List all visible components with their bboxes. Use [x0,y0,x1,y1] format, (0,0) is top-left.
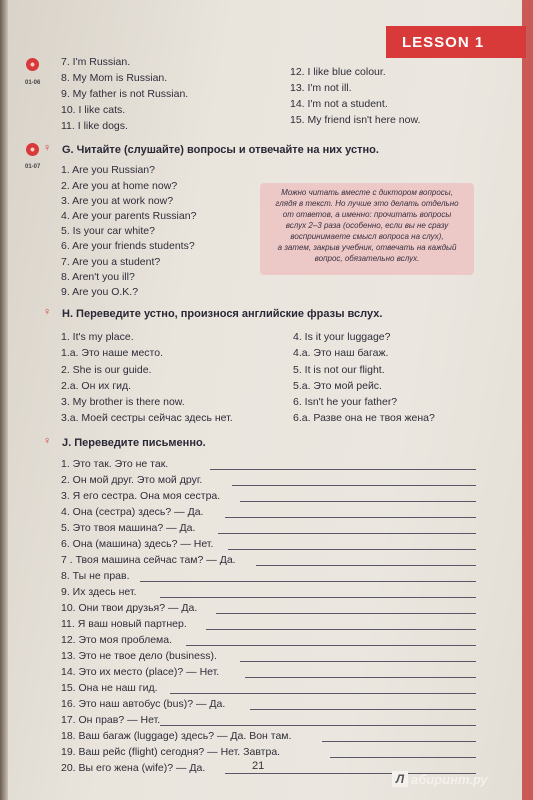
watermark [392,768,522,790]
answer-line[interactable] [160,725,476,726]
list-item: 18. Ваш багаж (luggage) здесь? — Да. Вон там. [61,730,292,742]
list-item: 5. Is your car white? [61,225,155,237]
list-item: 3. My brother is there now. [61,396,185,408]
listen-icon: ♀ [43,142,52,154]
answer-line[interactable] [245,677,476,678]
list-item: 2.a. Он их гид. [61,380,132,392]
list-item: 5. It is not our flight. [293,364,385,376]
cd-icon [26,58,39,71]
list-item: 2. Он мой друг. Это мой друг. [61,474,203,486]
list-item: 19. Ваш рейс (flight) сегодня? — Нет. Завтра. [61,746,281,758]
list-item: 4. Are your parents Russian? [61,210,197,222]
list-item: 11. I like dogs. [61,120,128,132]
list-item: 3.a. Моей сестры сейчас здесь нет. [61,412,233,424]
list-item: 8. Aren't you ill? [61,271,135,283]
list-item: 13. I'm not ill. [290,82,352,94]
list-item: 9. Их здесь нет. [61,586,137,598]
list-item: 15. Она не наш гид. [61,682,158,694]
list-item: 3. Are you at work now? [61,195,174,207]
answer-line[interactable] [240,661,476,662]
answer-line[interactable] [256,565,476,566]
list-item: 2. Are you at home now? [61,180,178,192]
list-item: 1. It's my place. [61,331,134,343]
tip-note-box [260,183,474,275]
answer-line[interactable] [210,469,476,470]
answer-line[interactable] [250,709,476,710]
cd-icon [26,143,39,156]
list-item: 2. She is our guide. [61,364,152,376]
list-item: 5.a. Это мой рейс. [293,380,382,392]
list-item: 12. I like blue colour. [290,66,386,78]
list-item: 1. Are you Russian? [61,164,155,176]
note-line: воспринимаете смысл вопроса на слух), [290,232,444,241]
list-item: 8. My Mom is Russian. [61,72,168,84]
answer-line[interactable] [322,741,476,742]
list-item: 5. Это твоя машина? — Да. [61,522,196,534]
list-item: 15. My friend isn't here now. [290,114,421,126]
watermark-logo: Л [392,771,408,787]
list-item: 9. My father is not Russian. [61,88,189,100]
list-item: 12. Это моя проблема. [61,634,173,646]
exercise-j-title: J. Переведите письменно. [62,437,206,449]
note-line: вопрос, обязательно вслух. [314,254,420,263]
lesson-tab: LESSON 1 [386,26,526,58]
note-line: от ответов, а именно: прочитать вопросы [282,210,452,219]
track-code: 01-06 [25,80,41,86]
list-item: 20. Вы его жена (wife)? — Да. [61,762,206,774]
list-item: 10. Они твои друзья? — Да. [61,602,198,614]
note-line: а затем, закрыв учебник, отвечать на каждый [277,243,457,252]
list-item: 4. Is it your luggage? [293,331,391,343]
list-item: 3. Я его сестра. Она моя сестра. [61,490,221,502]
answer-line[interactable] [186,645,476,646]
list-item: 7. I'm Russian. [61,56,131,68]
list-item: 1. Это так. Это не так. [61,458,169,470]
answer-line[interactable] [330,757,476,758]
list-item: 1.a. Это наше место. [61,347,164,359]
list-item: 7 . Твоя машина сейчас там? — Да. [61,554,236,566]
answer-line[interactable] [206,629,476,630]
answer-line[interactable] [140,581,476,582]
answer-line[interactable] [228,549,476,550]
list-item: 16. Это наш автобус (bus)? — Да. [61,698,226,710]
answer-line[interactable] [225,517,476,518]
exercise-g-title: G. Читайте (слушайте) вопросы и отвечайте на них устно. [62,144,379,156]
note-line: Можно читать вместе с диктором вопросы, [281,188,453,197]
list-item: 13. Это не твое дело (business). [61,650,217,662]
list-item: 8. Ты не прав. [61,570,130,582]
answer-line[interactable] [160,597,476,598]
answer-line[interactable] [232,485,476,486]
note-line: глядя в текст. Но лучше это делать отдельно [275,199,459,208]
list-item: 10. I like cats. [61,104,126,116]
list-item: 6. Are your friends students? [61,240,195,252]
note-line: вслух 2–3 раза (особенно, если вы не сразу [285,221,449,230]
page-edge-bar [522,0,533,800]
listen-icon: ♀ [43,435,52,447]
list-item: 11. Я ваш новый партнер. [61,618,187,630]
page-number: 21 [252,760,265,772]
book-spine-shadow [0,0,8,800]
list-item: 14. Это их место (place)? — Нет. [61,666,220,678]
list-item: 7. Are you a student? [61,256,161,268]
answer-line[interactable] [240,501,476,502]
answer-line[interactable] [218,533,476,534]
list-item: 6. Она (машина) здесь? — Нет. [61,538,214,550]
list-item: 4.a. Это наш багаж. [293,347,389,359]
track-code: 01-07 [25,164,41,170]
answer-line[interactable] [170,693,476,694]
answer-line[interactable] [216,613,476,614]
listen-icon: ♀ [43,306,52,318]
exercise-h-title: H. Переведите устно, произнося английские фразы вслух. [62,308,383,320]
list-item: 4. Она (сестра) здесь? — Да. [61,506,204,518]
list-item: 6. Isn't he your father? [293,396,398,408]
list-item: 14. I'm not a student. [290,98,388,110]
watermark-text: абиринт.ру [411,771,488,787]
list-item: 17. Он прав? — Нет. [61,714,161,726]
list-item: 9. Are you O.K.? [61,286,139,298]
list-item: 6.a. Разве она не твоя жена? [293,412,435,424]
